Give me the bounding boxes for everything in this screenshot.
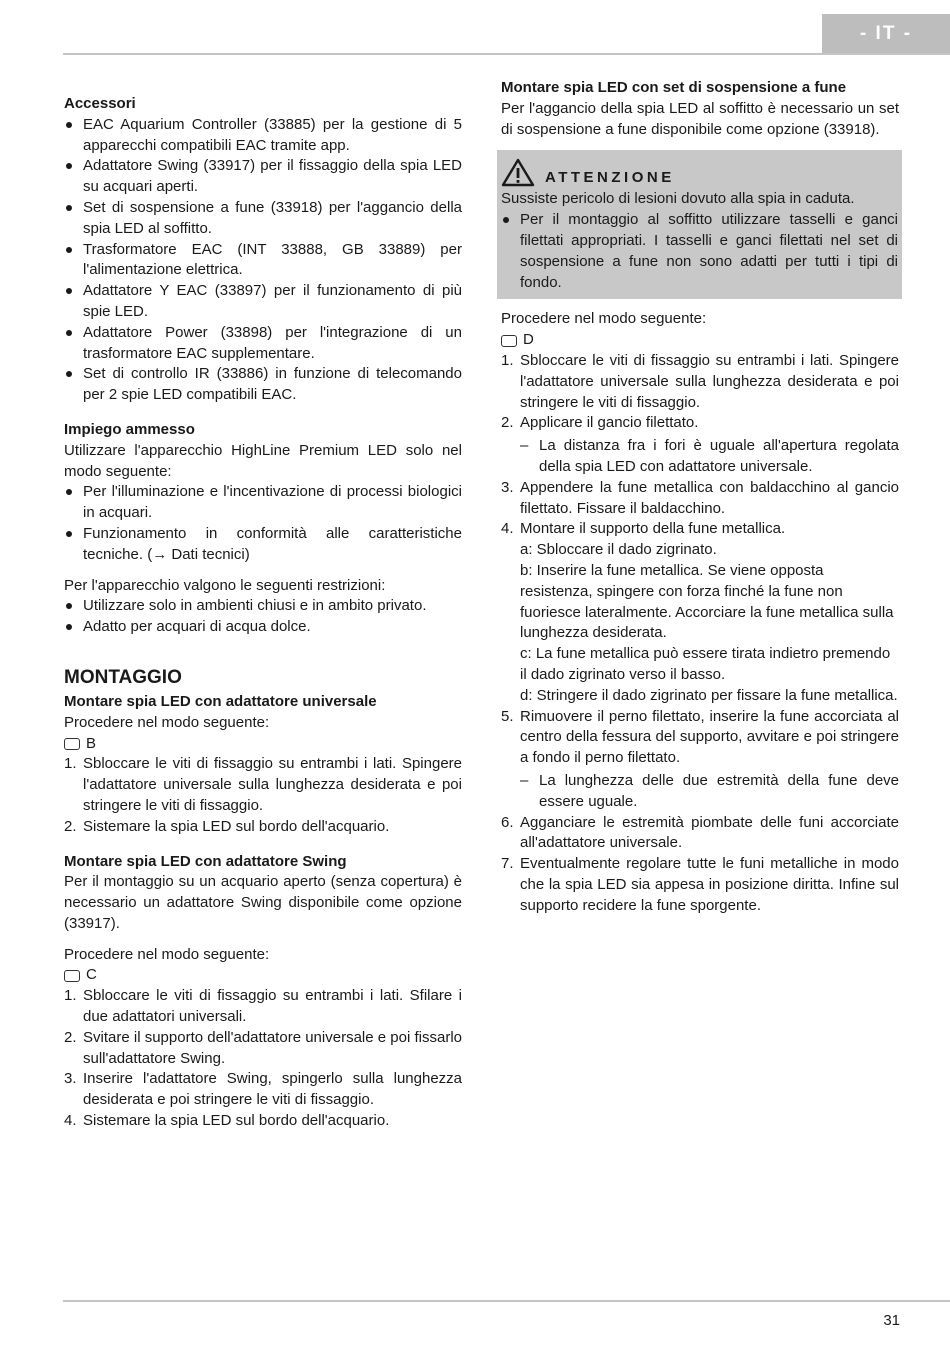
list-item: Adattatore Power (33898) per l'integrazione di un trasformatore EAC supplementare. <box>64 323 462 365</box>
list-item: Per il montaggio al soffitto utilizzare tasselli e ganci filettati appropriati. I tasselli e ganci filettati nel set di sospensione a fune non sono adatti per tutti i tipi di fondo. <box>501 210 898 293</box>
figure-letter: B <box>86 734 97 752</box>
universale-heading: Montare spia LED con adattatore universale <box>64 692 377 710</box>
sub-step: b: Inserire la fune metallica. Se viene opposta resistenza, spingere con forza finché la fune non fuoriesce lateralmente. Accorciare la fune metallica sulla lunghezza desiderata. <box>520 561 894 642</box>
warning-list <box>501 210 898 293</box>
book-icon <box>64 738 80 750</box>
step-item: 6. Agganciare le estremità piombate delle funi accorciate all'adattatore universale. <box>501 813 899 852</box>
warning-icon <box>501 158 535 187</box>
list-item: Adattatore Swing (33917) per il fissaggio della spia LED su acquari aperti. <box>64 156 462 198</box>
book-icon <box>501 335 517 347</box>
impiego-heading: Impiego ammesso <box>64 420 195 438</box>
impiego-intro: Utilizzare l'apparecchio HighLine Premium LED solo nel modo seguente: <box>64 441 462 480</box>
book-icon <box>64 970 80 982</box>
header-rule <box>63 53 950 55</box>
universale-intro: Procedere nel modo seguente: <box>64 713 270 731</box>
fune-steps <box>501 351 899 917</box>
step-item: 1. Sbloccare le viti di fissaggio su entrambi i lati. Spingere l'adattatore universale sulla lunghezza desiderata e poi stringere le viti di fissaggio. <box>501 351 899 411</box>
step-item: 4. Montare il supporto della fune metallica. a: Sbloccare il dado zigrinato. b: Inserire la fune metallica. Se viene opposta resistenza, spingere con forza finché la fune non fuoriesce lateralmente. Accorciare la fune metallica sulla lunghezza desiderata. c: La fune metallica può essere tirata indietro premendo il dado zigrinato verso il basso. d: Stringere il dado zigrinato per fissare la fune metallica. <box>501 519 899 706</box>
fune-text: Per l'aggancio della spia LED al soffitto è necessario un set di sospensione a fune disponibile come opzione (33918). <box>501 99 899 138</box>
figure-reference <box>64 965 462 986</box>
list-item: Per l'illuminazione e l'incentivazione di processi biologici in acquari. <box>64 482 462 524</box>
figure-letter: D <box>523 331 534 349</box>
list-item: Trasformatore EAC (INT 33888, GB 33889) per l'alimentazione elettrica. <box>64 240 462 282</box>
procedure-intro: Procedere nel modo seguente: <box>501 310 707 328</box>
step-item: 3. Inserire l'adattatore Swing, spingerlo sulla lunghezza desiderata e poi stringere le viti di fissaggio. <box>64 1070 462 1109</box>
step-item: 4. Sistemare la spia LED sul bordo dell'acquario. <box>64 1112 390 1130</box>
figure-reference <box>501 330 899 351</box>
sub-step: d: Stringere il dado zigrinato per fissare la fune metallica. <box>520 686 898 704</box>
list-item: Adatto per acquari di acqua dolce. <box>64 617 462 638</box>
accessori-list <box>64 115 462 406</box>
warning-text: Sussiste pericolo di lesioni dovuto alla spia in caduta. <box>501 190 855 208</box>
step-item: 2. Applicare il gancio filettato. – La distanza fra i fori è uguale all'apertura regolata della spia LED con adattatore universale. <box>501 413 899 477</box>
warning-title: ATTENZIONE <box>545 169 675 187</box>
list-item: Set di controllo IR (33886) in funzione di telecomando per 2 spie LED compatibili EAC. <box>64 364 462 406</box>
language-tab: - IT - <box>822 14 950 55</box>
montaggio-heading: MONTAGGIO <box>64 666 182 688</box>
accessori-heading: Accessori <box>64 95 136 112</box>
swing-heading: Montare spia LED con adattatore Swing <box>64 852 347 870</box>
sub-step: a: Sbloccare il dado zigrinato. <box>520 541 717 559</box>
step-item: 2. Svitare il supporto dell'adattatore universale e poi fissarlo sull'adattatore Swing. <box>64 1028 462 1067</box>
step-note: – La distanza fra i fori è uguale all'apertura regolata della spia LED con adattatore universale. <box>520 436 899 478</box>
step-item: 2. Sistemare la spia LED sul bordo dell'acquario. <box>64 817 390 835</box>
list-item: Set di sospensione a fune (33918) per l'aggancio della spia LED al soffitto. <box>64 198 462 240</box>
sub-step: c: La fune metallica può essere tirata indietro premendo il dado zigrinato verso il basso. <box>520 645 891 683</box>
list-item: Adattatore Y EAC (33897) per il funzionamento di più spie LED. <box>64 281 462 323</box>
fune-heading: Montare spia LED con set di sospensione a fune <box>501 79 847 96</box>
list-item: EAC Aquarium Controller (33885) per la gestione di 5 apparecchi compatibili EAC tramite app. <box>64 115 462 157</box>
list-item: Funzionamento in conformità alle caratteristiche tecniche. (→ Dati tecnici) <box>64 524 462 566</box>
step-item: 7. Eventualmente regolare tutte le funi metalliche in modo che la spia LED sia appesa in posizione diritta. Infine sul supporto recidere la fune sporgente. <box>501 855 899 914</box>
step-note: – La lunghezza delle due estremità della fune deve essere uguale. <box>520 771 899 813</box>
left-column <box>64 94 462 1132</box>
page-number: 31 <box>883 1312 900 1329</box>
impiego-list <box>64 482 462 565</box>
universale-steps <box>64 754 462 837</box>
swing-steps <box>64 986 462 1132</box>
restrictions-intro: Per l'apparecchio valgono le seguenti restrizioni: <box>64 576 386 594</box>
step-item: 1. Sbloccare le viti di fissaggio su entrambi i lati. Sfilare i due adattatori universali. <box>64 987 462 1026</box>
right-column <box>501 78 899 916</box>
step-item: 3. Appendere la fune metallica con baldacchino al gancio filettato. Fissare il baldacchino. <box>501 478 899 517</box>
step-item: 5. Rimuovere il perno filettato, inserire la fune accorciata al centro della fessura del supporto, avvitare e poi stringere a fondo il perno filettato. – La lunghezza delle due estremità della fune deve essere uguale. <box>501 707 899 813</box>
list-item: Utilizzare solo in ambienti chiusi e in ambito privato. <box>64 596 462 617</box>
swing-text: Per il montaggio su un acquario aperto (senza copertura) è necessario un adattatore Swing disponibile come opzione (33917). <box>64 873 462 932</box>
restrictions-list <box>64 596 462 638</box>
figure-reference <box>64 734 462 755</box>
warning-box <box>497 150 902 299</box>
footer-rule <box>63 1300 950 1302</box>
swing-intro: Procedere nel modo seguente: <box>64 945 270 963</box>
figure-letter: C <box>86 966 97 984</box>
step-item: 1. Sbloccare le viti di fissaggio su entrambi i lati. Spingere l'adattatore universale sulla lunghezza desiderata e poi stringere le viti di fissaggio. <box>64 755 462 814</box>
